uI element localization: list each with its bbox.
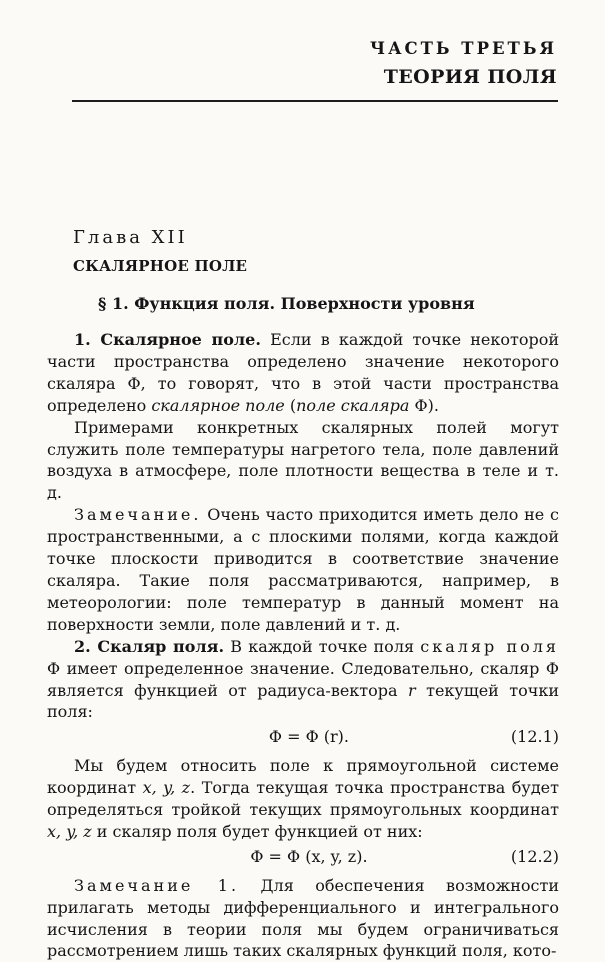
equation-formula: Φ = Φ (x, y, z). [250, 846, 368, 866]
section-title: § 1. Функция поля. Поверхности уровня [98, 294, 475, 313]
paragraph-remark: Замечание. Очень часто приходится иметь дело не с пространственными, а с плоскими полями, когда каждой точке плоскости приводится в соответствие значение скаляра. Такие поля рассматриваются, например, в метеорологии: поле температур в данный момент на поверхности земли, поле давлений и т. д. [47, 505, 559, 634]
term: скалярное поле [151, 395, 285, 415]
equation-formula: Φ = Φ (r). [268, 727, 349, 747]
equation-12-1 [47, 726, 559, 748]
remark-label: Замечание 1. [74, 875, 240, 895]
paragraph-remark-1: Замечание 1. Для обеспечения возможности прилагать методы дифференциального и интегрального исчисления в теории поля мы будем ограничиваться рассмотрением лишь таких скалярных функций поля, кото- [47, 875, 559, 961]
paragraph-coordinates: Мы будем относить поле к прямоугольной системе координат x, y, z. Тогда текущая точка пространства будет определяться тройкой текущих прямоугольных координат x, y, z и скаляр поля будет функцией от них: [47, 756, 559, 841]
part-label: ЧАСТЬ ТРЕТЬЯ [370, 39, 557, 58]
paragraph-field-scalar: 2. Скаляр поля. В каждой точке поля скаляр поля Φ имеет определенное значение. Следовательно, скаляр Φ является функцией от радиуса-вектора r текущей точки поля: [47, 636, 560, 722]
equation-number: (12.2) [510, 846, 559, 866]
spaced-term: скаляр поля [420, 636, 560, 656]
body-text [47, 329, 559, 962]
chapter-number: Глава XII [73, 227, 188, 248]
variable: x, y, z [142, 778, 191, 798]
part-title: ТЕОРИЯ ПОЛЯ [383, 66, 557, 88]
paragraph-examples: Примерами конкретных скалярных полей могут служить поле температуры нагретого тела, поле давлений воздуха в атмосфере, поле плотности вещества в теле и т. д. [47, 417, 559, 503]
subsection-heading: 2. Скаляр поля. [74, 636, 225, 656]
variable: r [408, 680, 416, 700]
chapter-title: СКАЛЯРНОЕ ПОЛЕ [73, 257, 248, 275]
header-rule [72, 100, 558, 102]
remark-label: Замечание. [74, 505, 202, 525]
paragraph-scalar-field: 1. Скалярное поле. Если в каждой точке некоторой части пространства определено значение некоторого скаляра Φ, то говорят, что в этой части пространства определено скалярное поле (поле скаляра Φ). [47, 330, 559, 415]
variable: x, y, z [47, 821, 92, 841]
equation-12-2 [47, 846, 559, 868]
subsection-heading: 1. Скалярное поле. [74, 330, 261, 349]
equation-number: (12.1) [510, 727, 559, 747]
term: поле скаляра [296, 395, 410, 415]
